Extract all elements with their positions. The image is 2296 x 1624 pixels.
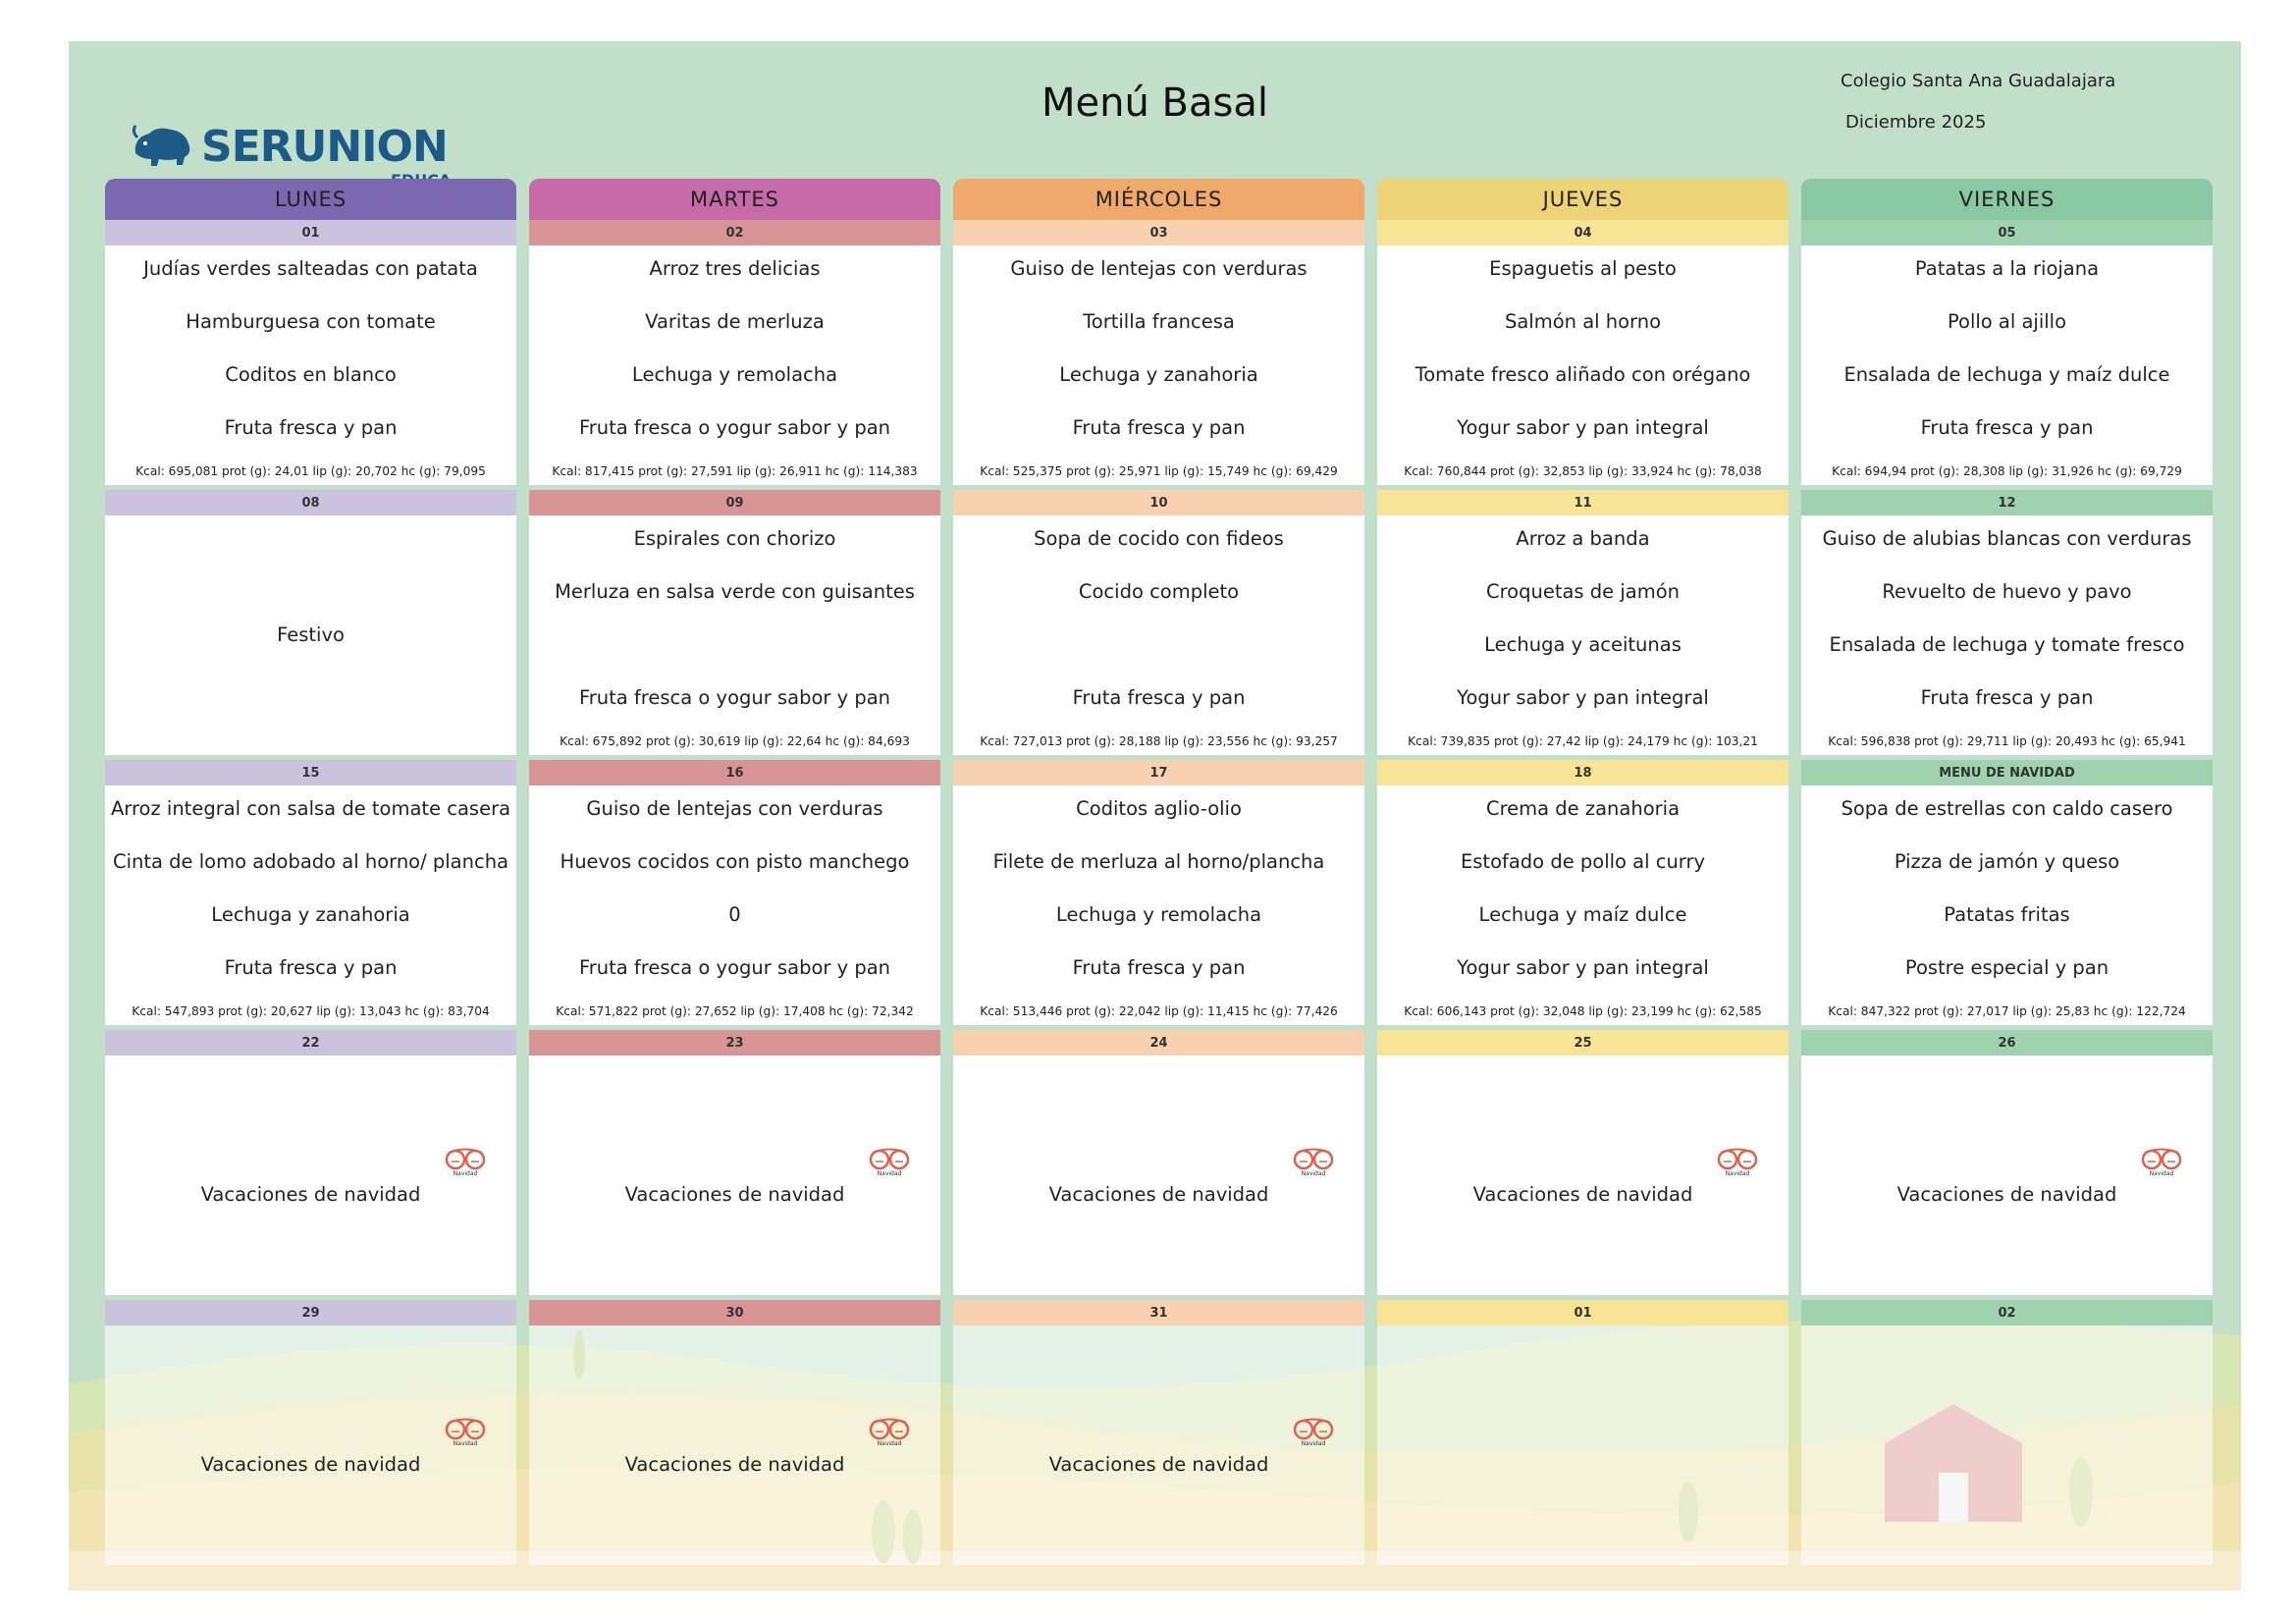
page-title: Menú Basal xyxy=(1041,81,1268,126)
dish-item: Fruta fresca o yogur sabor y pan xyxy=(578,956,891,979)
dish-item: Pizza de jamón y queso xyxy=(1894,850,2120,873)
menu-content xyxy=(953,1056,1364,1295)
navidad-icon-label: Navidad xyxy=(2149,1170,2174,1177)
menu-content xyxy=(1801,245,2213,485)
dish-item: Croquetas de jamón xyxy=(1485,580,1681,603)
dish-item: Fruta fresca o yogur sabor y pan xyxy=(578,416,891,439)
menu-content xyxy=(105,1056,516,1295)
menu-content xyxy=(1801,1056,2213,1295)
menu-content xyxy=(1377,245,1789,485)
dish-item: Espirales con chorizo xyxy=(633,527,836,550)
menu-content xyxy=(1801,785,2213,1025)
navidad-icon-label: Navidad xyxy=(877,1170,902,1177)
menu-content xyxy=(953,1326,1364,1565)
day-column xyxy=(1801,179,2213,1563)
dish-item: Fruta fresca o yogur sabor y pan xyxy=(578,686,891,709)
bison-icon xyxy=(128,120,196,174)
nutrition-info: Kcal: 606,143 prot (g): 32,048 lip (g): 23,199 hc (g): 62,585 xyxy=(1404,1004,1762,1018)
date-label: 01 xyxy=(105,220,516,245)
dish-item: Patatas fritas xyxy=(1944,903,2070,926)
navidad-icon xyxy=(865,1144,914,1181)
dish-item: Lechuga y zanahoria xyxy=(1059,363,1258,386)
dish-item: Lechuga y remolacha xyxy=(1055,903,1262,926)
weekday-header: MIÉRCOLES xyxy=(953,179,1364,220)
dish-item: Lechuga y maíz dulce xyxy=(1478,903,1687,926)
dish-item: Arroz tres delicias xyxy=(649,257,821,280)
date-label: MENU DE NAVIDAD xyxy=(1801,760,2213,785)
menu-day-cell xyxy=(529,760,940,1025)
dish-item: Patatas a la riojana xyxy=(1914,257,2100,280)
menu-content xyxy=(529,245,940,485)
dish-item: Filete de merluza al horno/plancha xyxy=(992,850,1325,873)
navidad-icon-label: Navidad xyxy=(1301,1440,1326,1447)
date-label: 15 xyxy=(105,760,516,785)
menu-day-cell xyxy=(1801,1300,2213,1565)
navidad-icon xyxy=(2137,1144,2186,1181)
nutrition-info: Kcal: 675,892 prot (g): 30,619 lip (g): 22,64 hc (g): 84,693 xyxy=(560,734,910,748)
navidad-icon xyxy=(865,1414,914,1451)
vacation-label: Vacaciones de navidad xyxy=(1048,1183,1269,1206)
dish-item: Coditos aglio-olio xyxy=(1076,797,1242,820)
menu-day-cell xyxy=(529,1300,940,1565)
dish-item: Revuelto de huevo y pavo xyxy=(1882,580,2132,603)
menu-day-cell xyxy=(529,490,940,755)
dish-item: Hamburguesa con tomate xyxy=(186,310,436,333)
menu-day-cell xyxy=(953,760,1364,1025)
navidad-icon-label: Navidad xyxy=(453,1440,478,1447)
menu-content xyxy=(1377,785,1789,1025)
nutrition-info: Kcal: 525,375 prot (g): 25,971 lip (g): 15,749 hc (g): 69,429 xyxy=(980,464,1338,478)
menu-content xyxy=(105,785,516,1025)
nutrition-info: Kcal: 760,844 prot (g): 32,853 lip (g): 33,924 hc (g): 78,038 xyxy=(1404,464,1762,478)
dish-item: Pollo al ajillo xyxy=(1947,310,2067,333)
navidad-icon xyxy=(1289,1144,1338,1181)
navidad-icon-label: Navidad xyxy=(877,1440,902,1447)
menu-content xyxy=(953,785,1364,1025)
dish-item: Tomate fresco aliñado con orégano xyxy=(1415,363,1751,386)
dish-item: Salmón al horno xyxy=(1504,310,1662,333)
nutrition-info: Kcal: 727,013 prot (g): 28,188 lip (g): 23,556 hc (g): 93,257 xyxy=(980,734,1338,748)
date-label: 26 xyxy=(1801,1030,2213,1056)
dish-item: Cocido completo xyxy=(1078,580,1240,603)
vacation-label: Vacaciones de navidad xyxy=(624,1183,845,1206)
dish-item: Guiso de alubias blancas con verduras xyxy=(1822,527,2192,550)
dish-item: Varitas de merluza xyxy=(645,310,825,333)
date-label: 01 xyxy=(1377,1300,1789,1326)
date-label: 04 xyxy=(1377,220,1789,245)
menu-content xyxy=(105,245,516,485)
dish-item: Fruta fresca y pan xyxy=(1072,416,1246,439)
date-label: 17 xyxy=(953,760,1364,785)
dish-item: Lechuga y aceitunas xyxy=(1484,633,1682,656)
menu-day-cell xyxy=(105,220,516,485)
menu-content xyxy=(529,515,940,755)
menu-content xyxy=(529,785,940,1025)
menu-day-cell xyxy=(1801,220,2213,485)
navidad-icon xyxy=(441,1144,490,1181)
weekday-header: MARTES xyxy=(529,179,940,220)
menu-day-cell xyxy=(105,490,516,755)
navidad-icon-label: Navidad xyxy=(1301,1170,1326,1177)
day-column xyxy=(1377,179,1789,1563)
weekday-header: JUEVES xyxy=(1377,179,1789,220)
day-column xyxy=(105,179,516,1563)
dish-item: Tortilla francesa xyxy=(1083,310,1235,333)
menu-day-cell xyxy=(1801,1030,2213,1295)
menu-day-cell xyxy=(105,1300,516,1565)
date-label: 10 xyxy=(953,490,1364,515)
dish-item: Postre especial y pan xyxy=(1904,956,2109,979)
dish-item: Coditos en blanco xyxy=(225,363,397,386)
menu-content xyxy=(1801,515,2213,755)
date-label: 25 xyxy=(1377,1030,1789,1056)
dish-item: Sopa de estrellas con caldo casero xyxy=(1841,797,2173,820)
menu-day-cell xyxy=(105,760,516,1025)
menu-content xyxy=(529,1056,940,1295)
dish-item: Arroz integral con salsa de tomate casera xyxy=(110,797,511,820)
dish-item: Merluza en salsa verde con guisantes xyxy=(555,580,915,603)
menu-content xyxy=(953,245,1364,485)
date-label: 08 xyxy=(105,490,516,515)
menu-day-cell xyxy=(953,490,1364,755)
dish-item: Estofado de pollo al curry xyxy=(1460,850,1706,873)
date-label: 18 xyxy=(1377,760,1789,785)
dish-item: Guiso de lentejas con verduras xyxy=(586,797,883,820)
dish-item: Lechuga y remolacha xyxy=(631,363,838,386)
dish-item: Yogur sabor y pan integral xyxy=(1457,956,1709,979)
brand-name: SERUNION xyxy=(201,122,448,172)
menu-day-cell xyxy=(1377,220,1789,485)
vacation-label: Vacaciones de navidad xyxy=(200,1453,421,1476)
menu-content xyxy=(105,515,516,755)
date-label: 22 xyxy=(105,1030,516,1056)
dish-item: Judías verdes salteadas con patata xyxy=(143,257,478,280)
nutrition-info: Kcal: 739,835 prot (g): 27,42 lip (g): 24,179 hc (g): 103,21 xyxy=(1408,734,1758,748)
date-label: 16 xyxy=(529,760,940,785)
nutrition-info: Kcal: 596,838 prot (g): 29,711 lip (g): 20,493 hc (g): 65,941 xyxy=(1828,734,2186,748)
menu-content xyxy=(1377,1056,1789,1295)
date-label: 31 xyxy=(953,1300,1364,1326)
vacation-label: Vacaciones de navidad xyxy=(1048,1453,1269,1476)
dish-item: 0 xyxy=(728,903,741,926)
dish-item: Ensalada de lechuga y maíz dulce xyxy=(1843,363,2170,386)
vacation-label: Vacaciones de navidad xyxy=(1896,1183,2117,1206)
weekday-header: LUNES xyxy=(105,179,516,220)
month-label: Diciembre 2025 xyxy=(1845,112,1987,133)
date-label: 09 xyxy=(529,490,940,515)
navidad-icon xyxy=(1713,1144,1762,1181)
dish-item: Lechuga y zanahoria xyxy=(211,903,410,926)
dish-item: Fruta fresca y pan xyxy=(1920,416,2094,439)
nutrition-info: Kcal: 817,415 prot (g): 27,591 lip (g): 26,911 hc (g): 114,383 xyxy=(552,464,918,478)
holiday-label: Festivo xyxy=(277,623,345,646)
dish-item: Yogur sabor y pan integral xyxy=(1457,416,1709,439)
nutrition-info: Kcal: 513,446 prot (g): 22,042 lip (g): 11,415 hc (g): 77,426 xyxy=(980,1004,1338,1018)
day-column xyxy=(953,179,1364,1563)
nutrition-info: Kcal: 847,322 prot (g): 27,017 lip (g): 25,83 hc (g): 122,724 xyxy=(1828,1004,2186,1018)
menu-day-cell xyxy=(529,220,940,485)
dish-item: Ensalada de lechuga y tomate fresco xyxy=(1829,633,2185,656)
menu-content xyxy=(105,1326,516,1565)
menu-day-cell xyxy=(953,1030,1364,1295)
menu-content xyxy=(1377,1326,1789,1565)
dish-item: Fruta fresca y pan xyxy=(224,956,398,979)
dish-item: Yogur sabor y pan integral xyxy=(1457,686,1709,709)
menu-day-cell xyxy=(1377,1030,1789,1295)
vacation-label: Vacaciones de navidad xyxy=(200,1183,421,1206)
dish-item: Sopa de cocido con fideos xyxy=(1034,527,1284,550)
menu-content xyxy=(529,1326,940,1565)
vacation-label: Vacaciones de navidad xyxy=(624,1453,845,1476)
date-label: 23 xyxy=(529,1030,940,1056)
nutrition-info: Kcal: 571,822 prot (g): 27,652 lip (g): 17,408 hc (g): 72,342 xyxy=(556,1004,914,1018)
dish-item: Guiso de lentejas con verduras xyxy=(1010,257,1308,280)
dish-item: Fruta fresca y pan xyxy=(1072,686,1246,709)
weekday-header: VIERNES xyxy=(1801,179,2213,220)
dish-item: Crema de zanahoria xyxy=(1485,797,1681,820)
menu-content xyxy=(1801,1326,2213,1565)
nutrition-info: Kcal: 695,081 prot (g): 24,01 lip (g): 20,702 hc (g): 79,095 xyxy=(135,464,486,478)
menu-grid xyxy=(105,179,2210,1563)
school-name: Colegio Santa Ana Guadalajara xyxy=(1841,71,2116,91)
dish-item: Fruta fresca y pan xyxy=(1920,686,2094,709)
menu-day-cell xyxy=(1801,760,2213,1025)
date-label: 02 xyxy=(529,220,940,245)
date-label: 12 xyxy=(1801,490,2213,515)
date-label: 03 xyxy=(953,220,1364,245)
menu-content xyxy=(953,515,1364,755)
menu-day-cell xyxy=(529,1030,940,1295)
date-label: 02 xyxy=(1801,1300,2213,1326)
menu-day-cell xyxy=(953,1300,1364,1565)
menu-day-cell xyxy=(1801,490,2213,755)
menu-content xyxy=(1377,515,1789,755)
nutrition-info: Kcal: 547,893 prot (g): 20,627 lip (g): 13,043 hc (g): 83,704 xyxy=(132,1004,490,1018)
menu-board xyxy=(69,41,2241,1591)
date-label: 30 xyxy=(529,1300,940,1326)
navidad-icon xyxy=(1289,1414,1338,1451)
navidad-icon xyxy=(441,1414,490,1451)
date-label: 29 xyxy=(105,1300,516,1326)
dish-item: Cinta de lomo adobado al horno/ plancha xyxy=(112,850,509,873)
day-column xyxy=(529,179,940,1563)
menu-day-cell xyxy=(953,220,1364,485)
dish-item: Fruta fresca y pan xyxy=(1072,956,1246,979)
menu-day-cell xyxy=(105,1030,516,1295)
menu-day-cell xyxy=(1377,760,1789,1025)
menu-day-cell xyxy=(1377,490,1789,755)
dish-item: Espaguetis al pesto xyxy=(1489,257,1677,280)
dish-item: Fruta fresca y pan xyxy=(224,416,398,439)
navidad-icon-label: Navidad xyxy=(453,1170,478,1177)
dish-item: Huevos cocidos con pisto manchego xyxy=(560,850,910,873)
vacation-label: Vacaciones de navidad xyxy=(1472,1183,1693,1206)
menu-day-cell xyxy=(1377,1300,1789,1565)
date-label: 24 xyxy=(953,1030,1364,1056)
date-label: 11 xyxy=(1377,490,1789,515)
date-label: 05 xyxy=(1801,220,2213,245)
dish-item: Arroz a banda xyxy=(1516,527,1650,550)
nutrition-info: Kcal: 694,94 prot (g): 28,308 lip (g): 31,926 hc (g): 69,729 xyxy=(1832,464,2182,478)
navidad-icon-label: Navidad xyxy=(1725,1170,1750,1177)
